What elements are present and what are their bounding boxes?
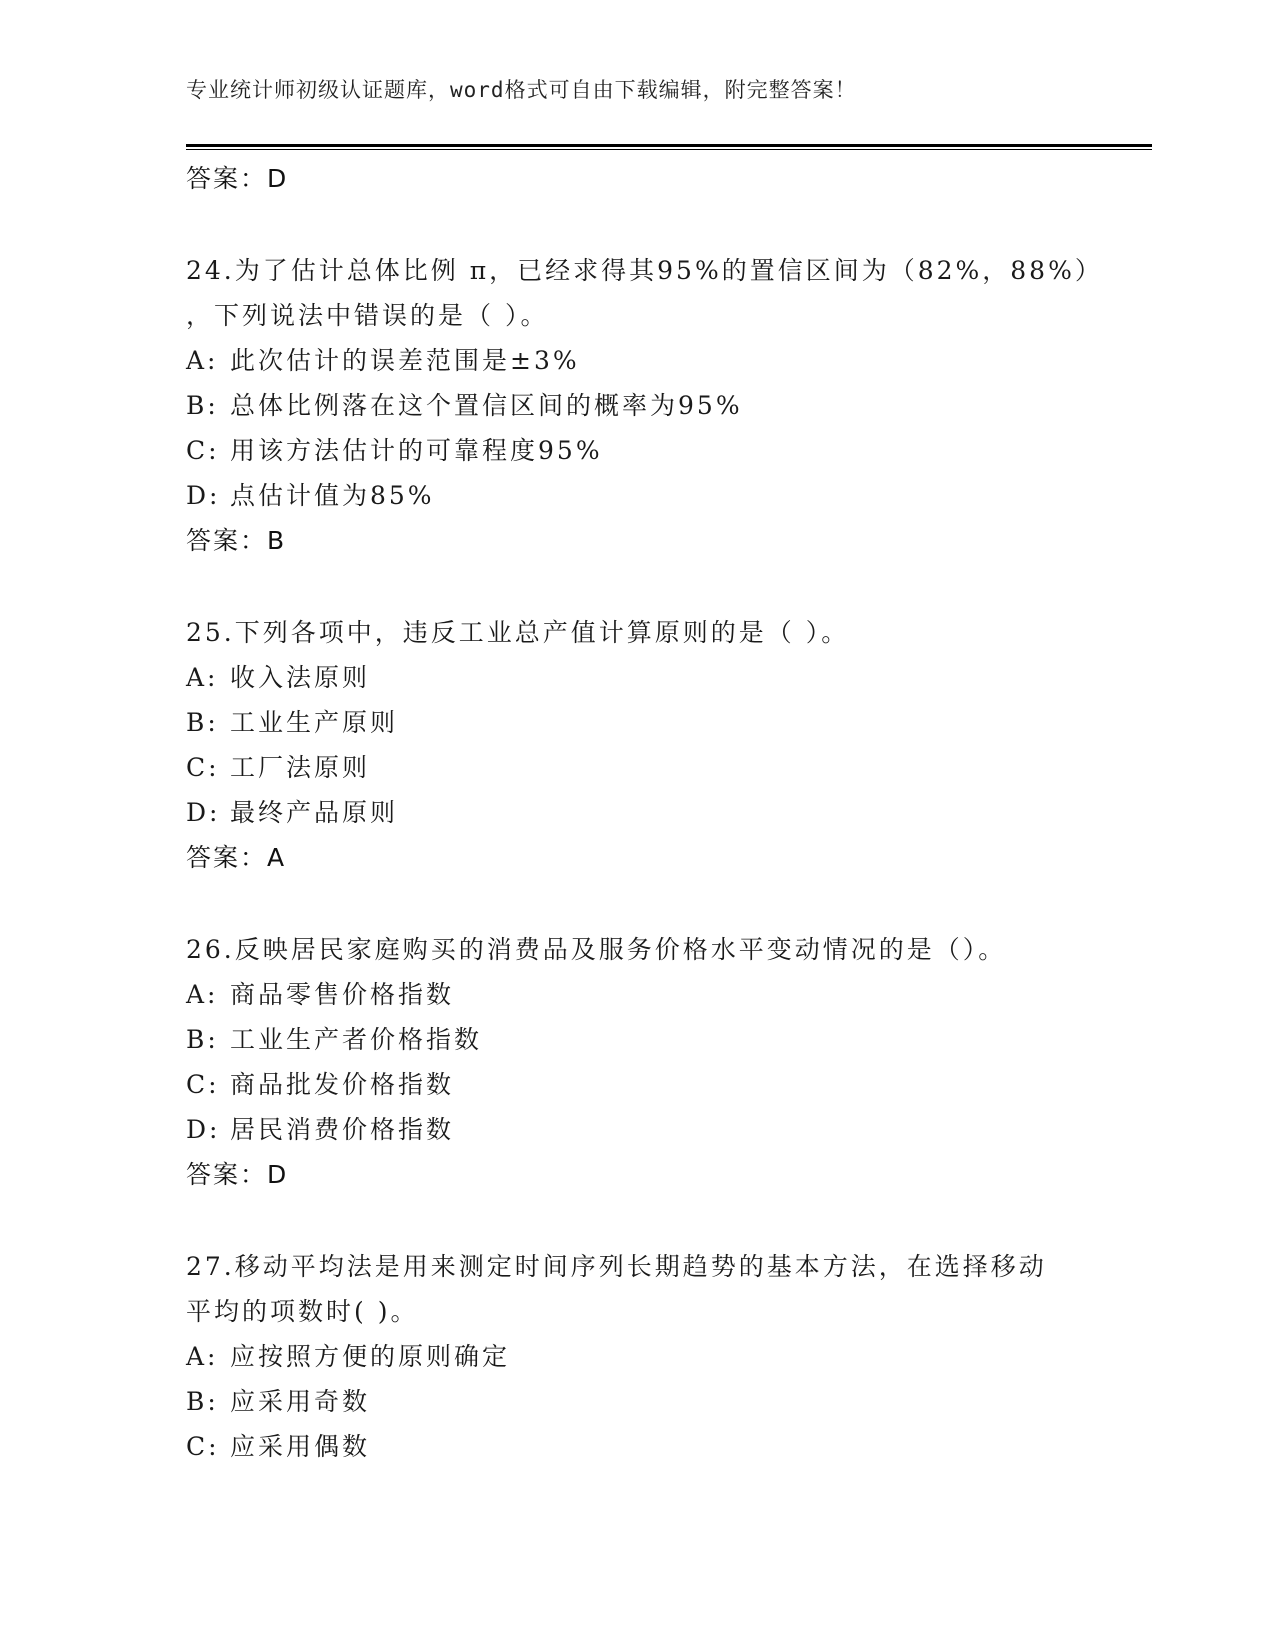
page-header: 专业统计师初级认证题库，word格式可自由下载编辑，附完整答案！	[186, 78, 857, 102]
option-text: 应采用奇数	[230, 1387, 371, 1416]
spacer	[186, 563, 1106, 610]
question-stem: 25.下列各项中，违反工业总产值计算原则的是（ ）。	[186, 618, 850, 647]
option-text: 此次估计的误差范围是±3%	[230, 346, 580, 375]
option-letter: C:	[186, 436, 220, 465]
option-letter: D:	[186, 798, 221, 827]
option-letter: D:	[186, 1115, 221, 1144]
option-text: 居民消费价格指数	[230, 1115, 455, 1144]
option-letter: C:	[186, 1432, 220, 1461]
question-block	[186, 248, 1106, 563]
option-letter: A:	[186, 980, 219, 1009]
option-text: 应采用偶数	[230, 1432, 371, 1461]
option-letter: B:	[186, 1025, 219, 1054]
question-stem: 27.移动平均法是用来测定时间序列长期趋势的基本方法，在选择移动	[186, 1252, 1047, 1281]
option-text: 总体比例落在这个置信区间的概率为95%	[230, 391, 743, 420]
question-stem: 26.反映居民家庭购买的消费品及服务价格水平变动情况的是（）。	[186, 935, 1007, 964]
option-line	[186, 1334, 1106, 1379]
answer-line: 答案：B	[186, 526, 287, 555]
answer-line: 答案：A	[186, 843, 287, 872]
option-letter: A:	[186, 663, 219, 692]
question-block	[186, 1244, 1106, 1469]
option-text: 工业生产原则	[230, 708, 399, 737]
option-text: 商品批发价格指数	[230, 1070, 455, 1099]
header-rule-thick	[186, 144, 1152, 147]
question-block	[186, 610, 1106, 880]
option-line	[186, 1062, 1106, 1107]
question-stem: 平均的项数时( )。	[186, 1297, 419, 1326]
option-line	[186, 1424, 1106, 1469]
option-text: 最终产品原则	[230, 798, 399, 827]
question-stem: 24.为了估计总体比例 π，已经求得其95%的置信区间为（82%，88%）	[186, 256, 1103, 285]
option-line	[186, 790, 1106, 835]
spacer	[186, 880, 1106, 927]
option-text: 点估计值为85%	[230, 481, 435, 510]
option-text: 收入法原则	[230, 663, 371, 692]
option-line	[186, 745, 1106, 790]
option-letter: C:	[186, 753, 220, 782]
option-line	[186, 700, 1106, 745]
option-line	[186, 1017, 1106, 1062]
option-letter: A:	[186, 346, 219, 375]
option-line	[186, 383, 1106, 428]
option-line	[186, 428, 1106, 473]
option-letter: B:	[186, 708, 219, 737]
option-letter: B:	[186, 1387, 219, 1416]
option-line	[186, 1379, 1106, 1424]
option-text: 商品零售价格指数	[230, 980, 455, 1009]
option-line	[186, 338, 1106, 383]
answer-line: 答案：D	[186, 1160, 289, 1189]
option-letter: C:	[186, 1070, 220, 1099]
option-letter: D:	[186, 481, 221, 510]
question-block	[186, 927, 1106, 1197]
option-letter: A:	[186, 1342, 219, 1371]
document-body	[186, 156, 1106, 1469]
header-rule-thin	[186, 149, 1152, 150]
spacer	[186, 1197, 1106, 1244]
answer-line: 答案：D	[186, 164, 289, 193]
option-line	[186, 655, 1106, 700]
option-line	[186, 473, 1106, 518]
option-text: 工业生产者价格指数	[230, 1025, 483, 1054]
option-text: 应按照方便的原则确定	[230, 1342, 511, 1371]
option-text: 用该方法估计的可靠程度95%	[230, 436, 603, 465]
option-line	[186, 1107, 1106, 1152]
question-stem: ，下列说法中错误的是（ ）。	[186, 301, 549, 330]
spacer	[186, 201, 1106, 248]
option-text: 工厂法原则	[230, 753, 371, 782]
option-line	[186, 972, 1106, 1017]
option-letter: B:	[186, 391, 219, 420]
